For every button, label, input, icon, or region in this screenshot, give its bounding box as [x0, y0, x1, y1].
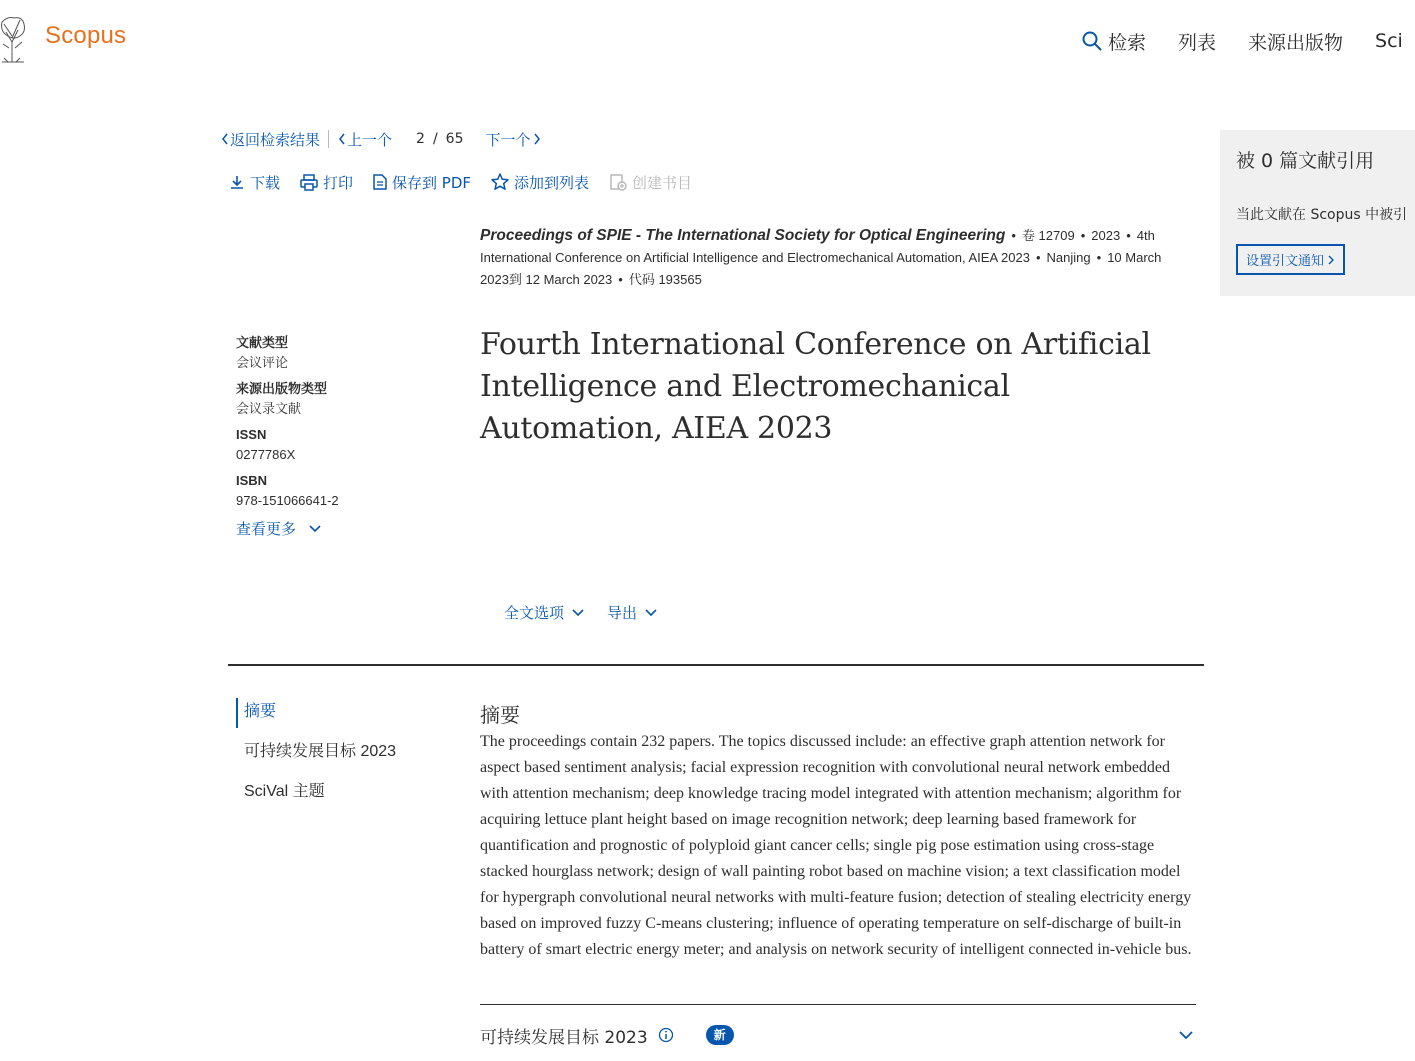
back-to-results-link[interactable]: 返回检索结果 [230, 130, 321, 149]
result-counter [412, 131, 467, 147]
add-to-list-label: 添加到列表 [514, 173, 590, 192]
result-navigation [220, 128, 543, 150]
export-dropdown[interactable] [607, 602, 658, 623]
bibliography-icon [608, 172, 632, 192]
nav-search[interactable] [1082, 28, 1146, 55]
nav-sources-label: 来源出版物 [1248, 31, 1344, 54]
document-type-label: 文献类型 [236, 335, 289, 350]
isbn-label: ISBN [236, 473, 268, 488]
info-icon[interactable] [658, 1027, 674, 1043]
download-icon [228, 173, 250, 191]
nav-lists[interactable] [1178, 28, 1216, 55]
see-more-button[interactable] [236, 518, 456, 539]
cited-by-panel [1220, 130, 1415, 296]
current-index: 2 [416, 131, 425, 147]
document-type-value: 会议评论 [236, 355, 289, 370]
abstract-heading: 摘要 [480, 703, 520, 727]
create-bibliography-label: 创建书目 [632, 173, 693, 192]
export-label: 导出 [607, 604, 638, 622]
full-text-options-dropdown[interactable] [504, 602, 585, 623]
chevron-left-icon [220, 132, 230, 146]
document-details [236, 334, 456, 539]
chevron-right-icon [1324, 254, 1335, 266]
journal-title-link[interactable]: Proceedings of SPIE - The International Society for Optical Engineering [480, 227, 1006, 244]
menu-item-scival-topics[interactable]: SciVal 主题 [244, 783, 325, 800]
source-type-value: 会议录文献 [236, 401, 302, 416]
chevron-left-icon [337, 132, 347, 146]
full-text-options-label: 全文选项 [504, 604, 565, 622]
divider [328, 130, 329, 148]
save-pdf-button[interactable] [372, 172, 471, 193]
issn-value: 0277786X [236, 447, 296, 462]
search-icon [1082, 31, 1108, 51]
sdg-label: 可持续发展目标 2023 [480, 1027, 648, 1048]
print-button[interactable] [299, 172, 353, 193]
nav-search-label: 检索 [1108, 31, 1147, 54]
isbn-value: 978-151066641-2 [236, 493, 339, 508]
nav-scival[interactable] [1375, 30, 1403, 52]
chevron-down-icon [564, 608, 585, 618]
nav-sources[interactable] [1248, 28, 1343, 55]
conference-location: Nanjing [1046, 250, 1091, 265]
chevron-down-icon [637, 608, 658, 618]
counter-slash: / [432, 131, 438, 147]
set-citation-alert-label: 设置引文通知 [1246, 254, 1325, 269]
cited-by-title: 被 0 篇文献引用 [1236, 150, 1375, 172]
conference-name: 4th International Conference on Artificial Intelligence and Electromechanical Automation, AIEA 2023 [480, 228, 1155, 265]
nav-scival-label: Sci [1375, 30, 1403, 52]
issn-label: ISSN [236, 427, 267, 442]
chevron-down-icon [296, 524, 322, 534]
conference-dates: 10 March 2023到 12 March 2023 [480, 250, 1162, 287]
conference-code: 代码 193565 [628, 272, 702, 287]
set-citation-alert-button[interactable] [1236, 244, 1345, 275]
pdf-document-icon [372, 173, 392, 191]
document-options [504, 602, 680, 623]
volume: 卷 12709 [1021, 228, 1075, 243]
next-link[interactable]: 下一个 [485, 130, 531, 149]
source-type-label: 来源出版物类型 [236, 381, 328, 396]
nav-lists-label: 列表 [1178, 31, 1217, 54]
star-icon [490, 172, 514, 192]
elsevier-tree-logo [0, 14, 26, 64]
previous-link[interactable]: 上一个 [347, 130, 393, 149]
sdg-section-toggle[interactable] [480, 1020, 1196, 1050]
scopus-logo[interactable]: Scopus [45, 22, 127, 49]
see-more-label: 查看更多 [236, 521, 297, 538]
menu-item-abstract[interactable]: 摘要 [236, 698, 456, 728]
citation-alert-description: 当此文献在 Scopus 中被引 [1236, 207, 1408, 223]
add-to-list-button[interactable] [490, 172, 589, 193]
menu-item-sdg[interactable]: 可持续发展目标 2023 [244, 743, 397, 760]
total-count: 65 [445, 131, 464, 147]
section-menu [236, 698, 456, 818]
save-pdf-label: 保存到 PDF [392, 173, 472, 192]
top-navigation [1082, 26, 1415, 56]
document-toolbar [228, 171, 711, 193]
section-divider [480, 1004, 1196, 1005]
section-divider [228, 664, 1204, 666]
download-label: 下载 [250, 173, 281, 192]
abstract-text: The proceedings contain 232 papers. The topics discussed include: an effective graph attention network for aspect based sentiment analysis; facial expression recognition with convolutional neural network embedded with attention mechanism; deep knowledge tracing model integrated with attention mechanism; algorithm for acquiring lettuce plant height based on image recognition network; deep learning based framework for quantification and prognostic of polyploid giant cancer cells; single pig pose estimation using cross-stage stacked hourglass network; design of wall painting robot based on machine vision; a text classification model for hypergraph convolutional neural networks with multi-feature fusion; detection of stealing electricity energy based on improved fuzzy C-means clustering; influence of operating temperature on self-discharge of built-in battery of smart electric energy meter; and analysis on network security of intelligent connected in-vehicle bus. [480, 733, 1192, 958]
source-metadata: Proceedings of SPIE - The International Society for Optical Engineering • 卷 12709 • 2023 • 4th International Conference on Artificial Intelligence and Electromechanical Automation, AIEA 2023 • Nanjing • 10 March 2023到 12 March 2023 • 代码 193565 [480, 227, 1162, 287]
download-button[interactable] [228, 172, 280, 193]
create-bibliography-button[interactable] [608, 172, 692, 193]
new-badge: 新 [706, 1025, 734, 1045]
year: 2023 [1091, 228, 1121, 243]
chevron-down-icon [1178, 1030, 1194, 1040]
print-label: 打印 [323, 173, 354, 192]
printer-icon [299, 173, 323, 191]
chevron-right-icon [531, 132, 543, 146]
document-title: Fourth International Conference on Artificial Intelligence and Electromechanical Automation, AIEA 2023 [480, 327, 1151, 446]
